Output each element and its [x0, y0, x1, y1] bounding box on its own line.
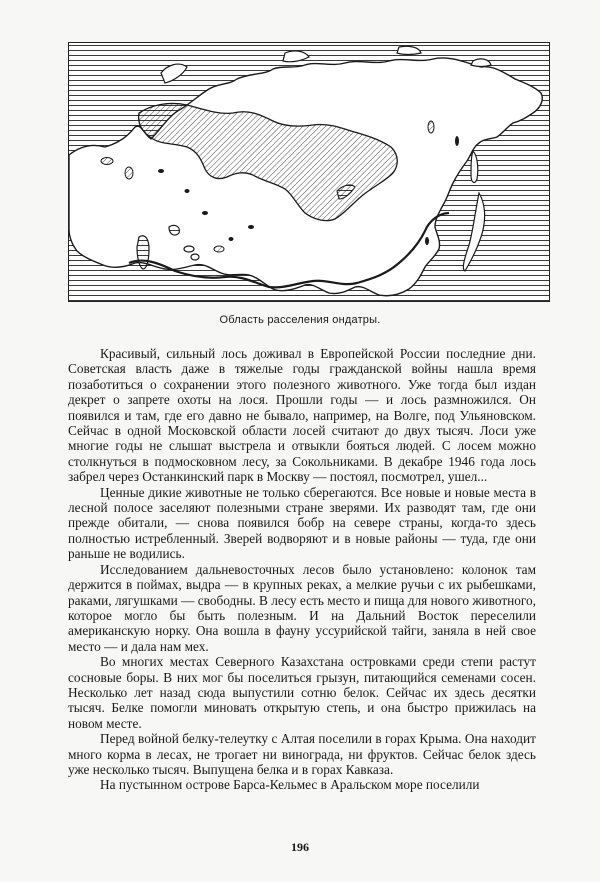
- range-spot: [428, 121, 434, 133]
- paragraph: Ценные дикие животные не только сберегаются. Все новые и новые места в лесной полосе заселяют полезными стране зверями. Их разводят там, где они прежде обитали, — снова появился бобр на севере страны, когда-то здесь полностью истребленный. Зверей водворяют и в новые районы — туда, где они раньше не водились.: [68, 484, 536, 562]
- range-spot: [214, 246, 224, 252]
- caspian-sea: [137, 236, 149, 269]
- range-spot: [425, 237, 429, 245]
- figure-caption: Область расселения ондатры.: [219, 314, 381, 326]
- range-spot: [455, 136, 459, 146]
- article-body: [68, 346, 536, 793]
- aral-sea: [169, 225, 179, 235]
- paragraph: Исследованием дальневосточных лесов было установлено: колонок там держится в поймах, выдра — в крупных реках, а мелкие ручьи с их рыбешками, раками, лягушками — свободны. В лесу есть место и пища для нового животного, которое могло бы быть полезным. И на Дальний Восток переселили американскую норку. Она вошла в фауну уссурийской тайги, заняла в ней свое место — и дала нам мех.: [68, 561, 536, 654]
- range-map-figure: [68, 42, 550, 302]
- range-spot: [191, 254, 199, 260]
- paragraph: На пустынном острове Барса-Кельмес в Аральском море поселили: [100, 777, 480, 793]
- range-spot: [229, 237, 234, 241]
- paragraph: Во многих местах Северного Казахстана островками среди степи растут сосновые боры. В них мог бы поселиться грызун, питающийся семенами сосен. Несколько лет назад сюда выпустили сотню белок. Сейчас их здесь десятки тысяч. Белке помогли миновать открытую степь, и она быстро прижилась на новом месте.: [68, 654, 536, 731]
- range-spot: [202, 211, 208, 215]
- paragraph: Перед войной белку-телеутку с Алтая поселили в горах Крыма. Она находит много корма в лесах, не трогает ни винограда, ни фруктов. Сейчас белок здесь уже несколько тысяч. Выпущена белка и в горах Кавказа.: [68, 731, 536, 777]
- page-number: 196: [291, 840, 309, 854]
- paragraph: Красивый, сильный лось доживал в Европейской России последние дни. Советская власть даже в тяжелые годы гражданской войны нашла время позаботиться о сохранении этого полезного животного. Уже тогда был издан декрет о запрете охоты на лося. Прошли годы — и лось размножился. Он появился и там, где его давно не бывало, например, на Волге, под Ульяновском. Сейчас в одной Московской области лосей считают до двух тысяч. Лоси уже многие годы не слышат выстрела и отвыкли бояться людей. С лосем можно столкнуться в подмосковном лесу, за Сокольниками. В декабре 1946 года лось забрел через Останкинский парк в Москву — постоял, посмотрел, ушел...: [68, 346, 536, 485]
- range-spot: [158, 169, 164, 173]
- range-spot: [184, 246, 194, 252]
- range-spot: [101, 158, 113, 165]
- range-spot: [125, 167, 133, 179]
- range-spot: [248, 225, 254, 229]
- map-illustration: [69, 43, 549, 301]
- range-spot: [185, 189, 190, 193]
